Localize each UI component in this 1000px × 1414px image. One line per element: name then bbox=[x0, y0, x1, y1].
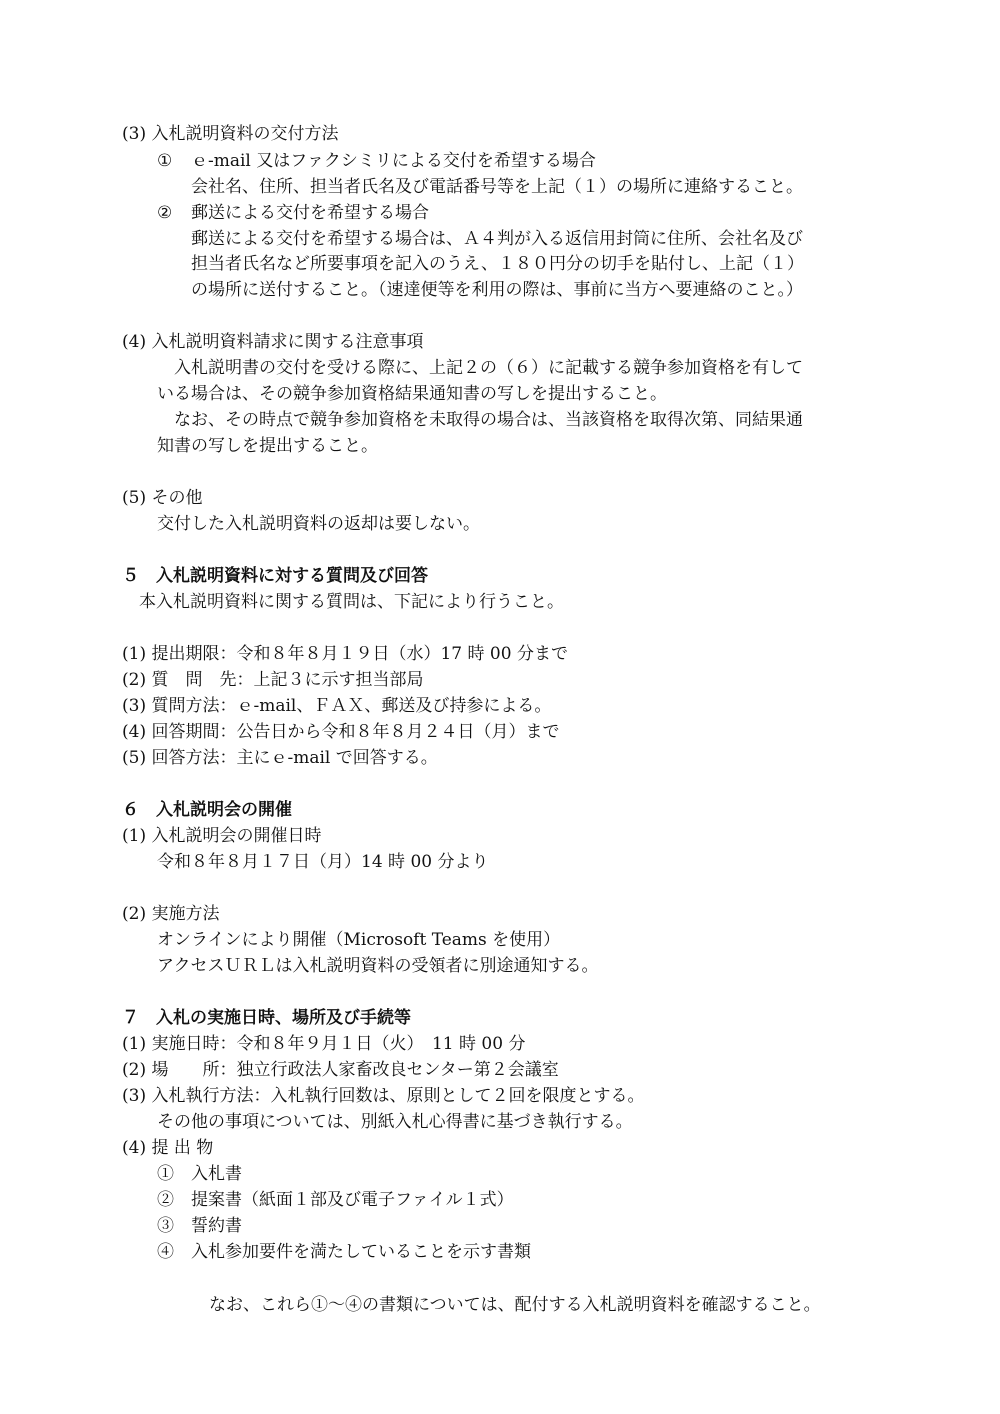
s4-3-item1-title: ｅ-mail 又はファクシミリによる交付を希望する場合 bbox=[191, 151, 596, 171]
s5-item-1: (1) 提出期限：令和８年８月１９日（水）17 時 00 分まで bbox=[122, 644, 568, 664]
s7-item-3-continued: その他の事項については、別紙入札心得書に基づき執行する。 bbox=[157, 1112, 633, 1132]
s7-item-4: (4) 提 出 物 bbox=[122, 1138, 214, 1158]
s7-item-3: (3) 入札執行方法：入札執行回数は、原則として２回を限度とする。 bbox=[122, 1086, 645, 1106]
s7-submission-1: ① 入札書 bbox=[157, 1164, 242, 1184]
s7-item-1: (1) 実施日時：令和８年９月１日（火） 11 時 00 分 bbox=[122, 1034, 526, 1054]
s7-heading: ７ 入札の実施日時、場所及び手続等 bbox=[122, 1008, 411, 1028]
s7-note: なお、これら①～④の書類については、配付する入札説明資料を確認すること。 bbox=[209, 1295, 821, 1315]
s6-sub2-body-line1: オンラインにより開催（Microsoft Teams を使用） bbox=[157, 930, 561, 950]
s4-3-item2-body-line1: 郵送による交付を希望する場合は、Ａ４判が入る返信用封筒に住所、会社名及び bbox=[191, 229, 803, 249]
s4-4-heading: (4) 入札説明資料請求に関する注意事項 bbox=[122, 332, 424, 352]
s7-submission-2: ② 提案書（紙面１部及び電子ファイル１式） bbox=[157, 1190, 514, 1210]
s6-sub1-heading: (1) 入札説明会の開催日時 bbox=[122, 826, 322, 846]
s4-3-item1-marker: ① bbox=[157, 151, 173, 171]
s4-4-para1-line1: 入札説明書の交付を受ける際に、上記２の（６）に記載する競争参加資格を有して bbox=[174, 358, 803, 378]
s6-sub2-body-line2: アクセスＵＲＬは入札説明資料の受領者に別途通知する。 bbox=[157, 956, 599, 976]
s4-4-para2-line2: 知書の写しを提出すること。 bbox=[157, 436, 378, 456]
s4-3-item2-marker: ② bbox=[157, 203, 173, 223]
s5-item-3: (3) 質問方法：ｅ-mail、ＦＡＸ、郵送及び持参による。 bbox=[122, 696, 552, 716]
s4-3-item2-body-line3: の場所に送付すること。（速達便等を利用の際は、事前に当方へ要連絡のこと。） bbox=[191, 280, 803, 300]
s6-sub1-body: 令和８年８月１７日（月）14 時 00 分より bbox=[157, 852, 489, 872]
s4-4-para1-line2: いる場合は、その競争参加資格結果通知書の写しを提出すること。 bbox=[157, 384, 667, 404]
s7-submission-4: ④ 入札参加要件を満たしていることを示す書類 bbox=[157, 1242, 531, 1262]
s4-5-heading: (5) その他 bbox=[122, 488, 203, 508]
s4-5-body: 交付した入札説明資料の返却は要しない。 bbox=[157, 514, 480, 534]
s4-3-item2-title: 郵送による交付を希望する場合 bbox=[191, 203, 429, 223]
s4-4-para2-line1: なお、その時点で競争参加資格を未取得の場合は、当該資格を取得次第、同結果通 bbox=[174, 410, 803, 430]
s5-heading: ５ 入札説明資料に対する質問及び回答 bbox=[122, 566, 428, 586]
s5-item-5: (5) 回答方法：主にｅ-mail で回答する。 bbox=[122, 748, 438, 768]
s4-3-item1-body: 会社名、住所、担当者氏名及び電話番号等を上記（１）の場所に連絡すること。 bbox=[191, 177, 803, 197]
s4-3-heading: (3) 入札説明資料の交付方法 bbox=[122, 124, 339, 144]
s5-item-2: (2) 質 問 先：上記３に示す担当部局 bbox=[122, 670, 424, 690]
s6-heading: ６ 入札説明会の開催 bbox=[122, 800, 292, 820]
s6-sub2-heading: (2) 実施方法 bbox=[122, 904, 220, 924]
s7-submission-3: ③ 誓約書 bbox=[157, 1216, 242, 1236]
s5-item-4: (4) 回答期間：公告日から令和８年８月２４日（月）まで bbox=[122, 722, 560, 742]
s5-intro: 本入札説明資料に関する質問は、下記により行うこと。 bbox=[139, 592, 564, 612]
s4-3-item2-body-line2: 担当者氏名など所要事項を記入のうえ、１８０円分の切手を貼付し、上記（１） bbox=[191, 254, 805, 274]
s7-item-2: (2) 場 所：独立行政法人家畜改良センター第２会議室 bbox=[122, 1060, 559, 1080]
